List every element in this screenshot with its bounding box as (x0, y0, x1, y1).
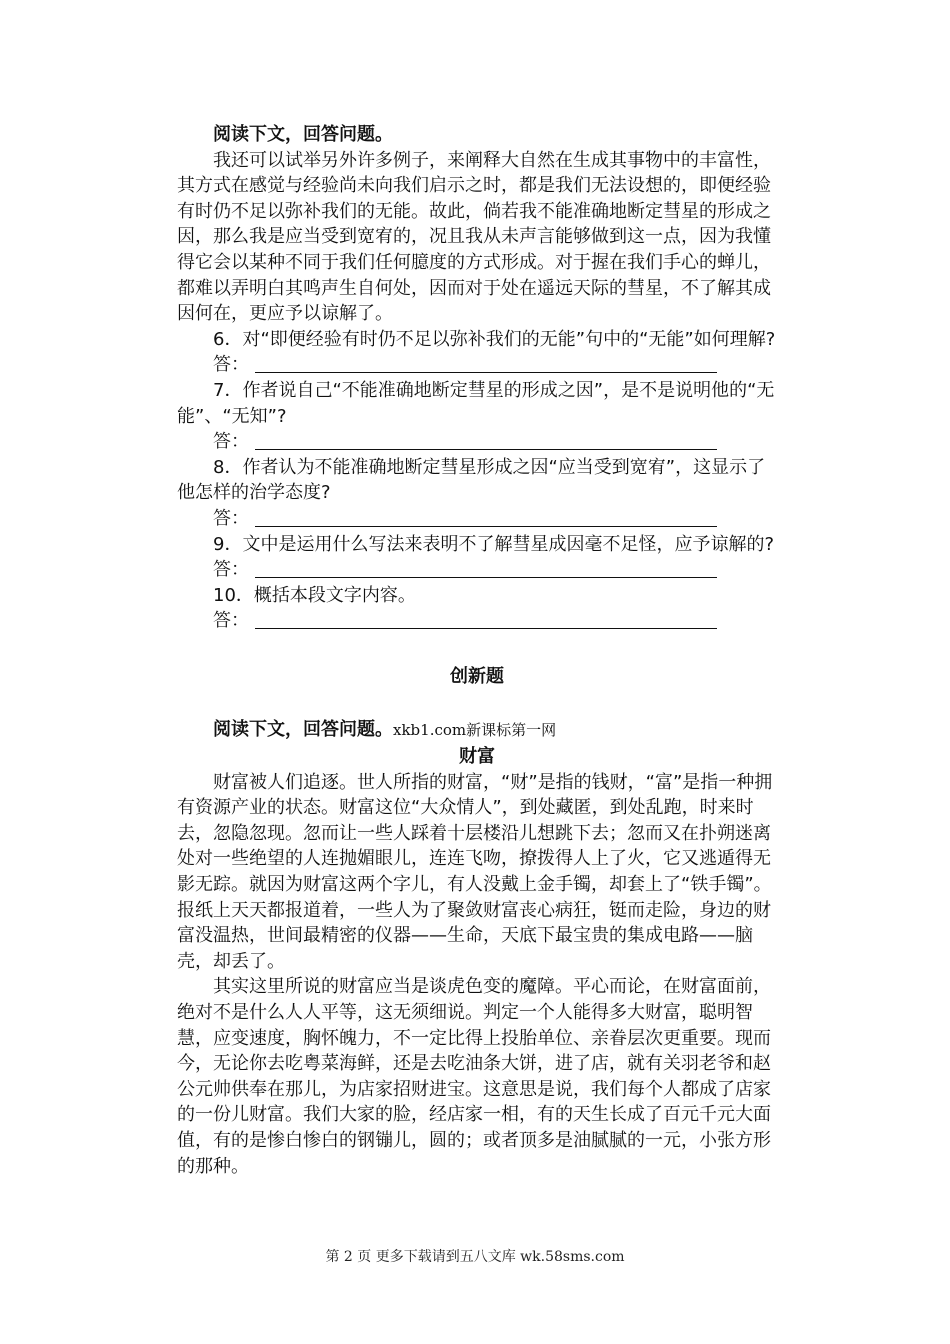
article-paragraph-1: 财富被人们追逐。世人所指的财富，“财”是指的钱财，“富”是指一种拥有资源产业的状态。财富这位“大众情人”，到处藏匿，到处乱跑，时来时去，忽隐忽现。忽而让一些人踩着十层楼沿儿想跳下去；忽而又在扑朔迷离处对一些绝望的人连抛媚眼儿，连连飞吻，撩拨得人上了火，它又逃遁得无影无踪。就因为财富这两个字儿，有人没戴上金手镯，却套上了“铁手镯”。报纸上天天都报道着，一些人为了聚敛财富丧心病狂，铤而走险，身边的财富没温热，世间最精密的仪器——生命，天底下最宝贵的集成电路——脑壳，却丢了。 (177, 771, 773, 972)
article-title: 财富 (459, 746, 495, 768)
answer-label: 答： (213, 610, 249, 632)
section2-heading: 创新题 (450, 665, 504, 687)
spacer (177, 689, 777, 717)
spacer (177, 634, 777, 664)
answer-label: 答： (213, 559, 249, 581)
answer-label: 答： (213, 354, 249, 376)
answer-9[interactable] (177, 557, 777, 583)
answer-line[interactable] (255, 354, 717, 373)
question-7: 7．作者说自己“不能准确地断定彗星的形成之因”，是不是说明他的“无能”、“无知”? (177, 379, 775, 427)
answer-line[interactable] (255, 431, 717, 450)
instruction-text: 阅读下文，回答问题。 (213, 719, 393, 741)
question-6: 6．对“即便经验有时仍不足以弥补我们的无能”句中的“无能”如何理解? (213, 328, 776, 350)
page-content (177, 122, 777, 1179)
watermark-text: xkb1.com新课标第一网 (393, 721, 557, 740)
section2-instruction (177, 717, 777, 744)
answer-8[interactable] (177, 506, 777, 532)
answer-label: 答： (213, 507, 249, 529)
answer-label: 答： (213, 431, 249, 453)
section1-passage: 我还可以试举另外许多例子，来阐释大自然在生成其事物中的丰富性，其方式在感觉与经验尚未向我们启示之时，都是我们无法设想的，即便经验有时仍不足以弥补我们的无能。故此，倘若我不能准确地断定彗星的形成之因，那么我是应当受到宽宥的，况且我从未声言能够做到这一点，因为我懂得它会以某种不同于我们任何臆度的方式形成。对于握在我们手心的蝉儿，都难以弄明白其鸣声生自何处，因而对于处在遥远天际的彗星，不了解其成因何在，更应予以谅解了。 (177, 149, 771, 325)
page-footer: 第 2 页 更多下载请到五八文库 wk.58sms.com (325, 1249, 625, 1265)
answer-line[interactable] (255, 508, 717, 527)
question-10: 10．概括本段文字内容。 (213, 584, 416, 606)
answer-line[interactable] (255, 559, 717, 578)
answer-10[interactable] (177, 608, 777, 634)
answer-6[interactable] (177, 352, 777, 378)
article-paragraph-2: 其实这里所说的财富应当是谈虎色变的魔障。平心而论，在财富面前，绝对不是什么人人平等，这无须细说。判定一个人能得多大财富，聪明智慧，应变速度，胸怀魄力，不一定比得上投胎单位、亲眷层次更重要。现而今，无论你去吃粤菜海鲜，还是去吃油条大饼，进了店，就有关羽老爷和赵公元帅供奉在那儿，为店家招财进宝。这意思是说，我们每个人都成了店家的一份儿财富。我们大家的脸，经店家一相，有的天生长成了百元千元大面值，有的是惨白惨白的钢镚儿，圆的；或者顶多是油腻腻的一元，小张方形的那种。 (177, 976, 771, 1177)
question-9: 9．文中是运用什么写法来表明不了解彗星成因毫不足怪，应予谅解的? (213, 533, 775, 555)
question-8: 8．作者认为不能准确地断定彗星形成之因“应当受到宽宥”，这显示了他怎样的治学态度? (177, 456, 766, 504)
answer-line[interactable] (255, 610, 717, 629)
answer-7[interactable] (177, 429, 777, 455)
section1-instruction: 阅读下文，回答问题。 (213, 124, 393, 145)
